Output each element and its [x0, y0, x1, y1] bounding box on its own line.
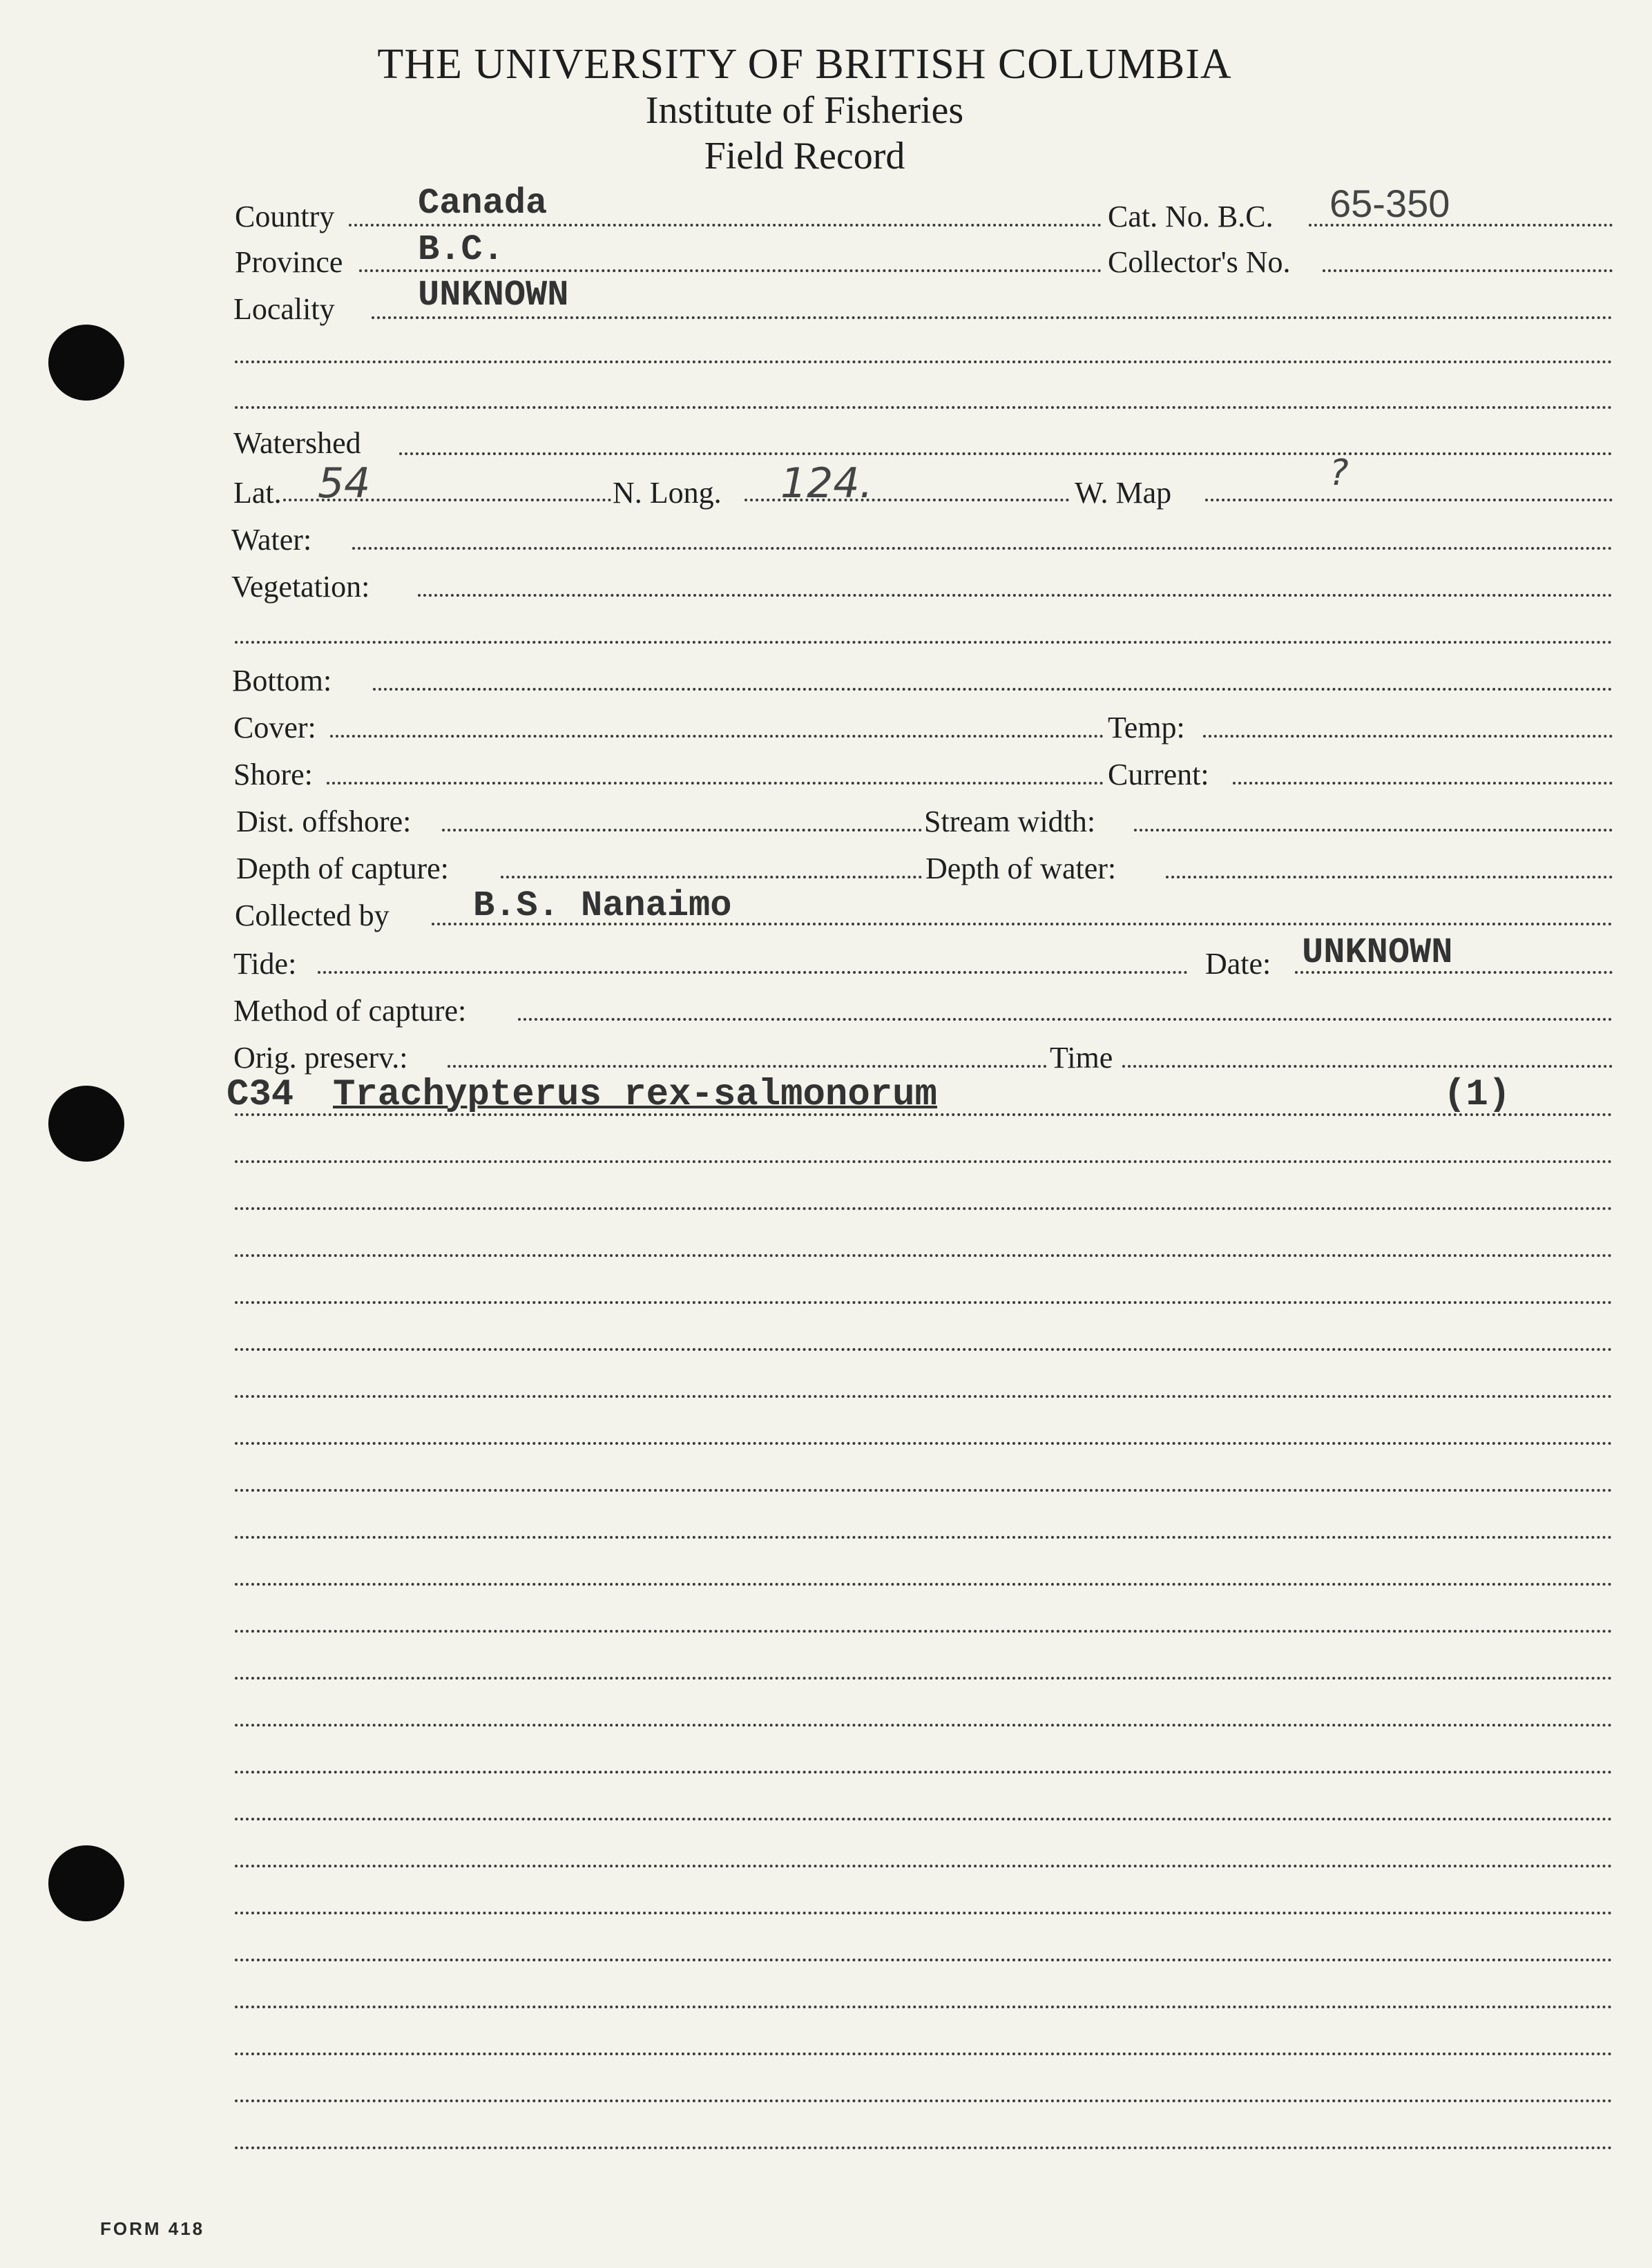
shore-line — [327, 782, 1104, 785]
species-line — [235, 1113, 1613, 1116]
country-line — [349, 224, 1102, 227]
collectors-no-label: Collector's No. — [1108, 245, 1291, 279]
collected-by-value: B.S. Nanaimo — [473, 885, 732, 926]
map-line — [1205, 499, 1613, 501]
ruled-line — [235, 1630, 1613, 1633]
dist-offshore-line — [442, 829, 922, 832]
temp-line — [1203, 735, 1613, 738]
locality-value: UNKNOWN — [418, 275, 569, 316]
punch-hole-bottom — [48, 1845, 124, 1921]
vegetation-continuation-line — [235, 641, 1613, 644]
watershed-line — [399, 452, 1613, 455]
ruled-line — [235, 1348, 1613, 1351]
depth-capture-line — [501, 876, 922, 878]
institute-title: Institute of Fisheries — [645, 89, 964, 132]
time-label: Time — [1050, 1041, 1113, 1075]
country-value: Canada — [418, 183, 548, 224]
current-label: Current: — [1108, 758, 1209, 791]
specimen-count: (1) — [1443, 1074, 1511, 1116]
specimen-code: C34 — [227, 1074, 294, 1116]
ruled-line — [235, 2146, 1613, 2149]
depth-water-line — [1166, 876, 1613, 878]
ruled-line — [235, 1160, 1613, 1163]
province-label: Province — [235, 245, 343, 279]
ruled-line — [235, 2006, 1613, 2008]
country-label: Country — [235, 200, 335, 233]
method-capture-line — [518, 1018, 1613, 1021]
ruled-line — [235, 1301, 1613, 1304]
ruled-line — [235, 1818, 1613, 1820]
tide-line — [318, 971, 1188, 974]
locality-label: Locality — [233, 292, 335, 326]
date-label: Date: — [1205, 947, 1271, 981]
collected-by-label: Collected by — [235, 898, 390, 932]
ruled-line — [235, 1724, 1613, 1727]
long-value: 124. — [780, 459, 873, 508]
ruled-line — [235, 1442, 1613, 1445]
date-value: UNKNOWN — [1302, 932, 1453, 973]
province-value: B.C. — [418, 229, 504, 270]
bottom-label: Bottom: — [232, 664, 332, 698]
depth-capture-label: Depth of capture: — [236, 852, 449, 885]
depth-water-label: Depth of water: — [925, 852, 1117, 885]
ruled-line — [235, 1677, 1613, 1680]
vegetation-label: Vegetation: — [231, 570, 370, 604]
bottom-line — [373, 688, 1613, 691]
method-capture-label: Method of capture: — [233, 994, 467, 1028]
ruled-line — [235, 2053, 1613, 2055]
orig-preserv-label: Orig. preserv.: — [233, 1041, 408, 1075]
stream-width-label: Stream width: — [924, 805, 1096, 838]
ruled-line — [235, 1959, 1613, 1961]
temp-label: Temp: — [1108, 711, 1185, 744]
collectors-no-line — [1323, 269, 1613, 272]
punch-hole-middle — [48, 1086, 124, 1162]
punch-hole-top — [48, 325, 124, 401]
record-title: Field Record — [704, 135, 905, 177]
current-line — [1233, 782, 1613, 785]
ruled-line — [235, 1489, 1613, 1492]
map-value: ? — [1329, 452, 1349, 494]
species-name: Trachypterus rex-salmonorum — [333, 1074, 937, 1116]
ruled-line — [235, 2099, 1613, 2102]
map-label: W. Map — [1075, 476, 1172, 510]
dist-offshore-label: Dist. offshore: — [236, 805, 412, 838]
orig-preserv-line — [448, 1065, 1047, 1068]
time-line — [1122, 1065, 1613, 1068]
locality-continuation-line — [235, 361, 1613, 363]
ruled-line — [235, 1865, 1613, 1867]
ruled-line — [235, 1583, 1613, 1586]
locality-extra-line — [235, 406, 1613, 409]
ruled-line — [235, 1254, 1613, 1257]
water-label: Water: — [231, 523, 312, 557]
form-number: FORM 418 — [100, 2218, 205, 2239]
stream-width-line — [1134, 829, 1613, 832]
lat-label: Lat. — [233, 476, 282, 510]
shore-label: Shore: — [233, 758, 313, 791]
lat-value: 54 — [318, 459, 371, 508]
ruled-line — [235, 1771, 1613, 1774]
cover-label: Cover: — [233, 711, 316, 744]
locality-line — [372, 316, 1613, 319]
ruled-line — [235, 1395, 1613, 1398]
tide-label: Tide: — [233, 947, 297, 981]
water-line — [352, 547, 1613, 550]
ruled-line — [235, 1912, 1613, 1914]
university-title: THE UNIVERSITY OF BRITISH COLUMBIA — [377, 41, 1232, 88]
cover-line — [330, 735, 1104, 738]
watershed-label: Watershed — [233, 426, 361, 460]
long-label: N. Long. — [613, 476, 722, 510]
vegetation-line — [418, 594, 1613, 597]
ruled-line — [235, 1536, 1613, 1539]
cat-no-label: Cat. No. B.C. — [1108, 200, 1274, 233]
ruled-line — [235, 1207, 1613, 1210]
cat-no-value: 65-350 — [1329, 182, 1450, 225]
